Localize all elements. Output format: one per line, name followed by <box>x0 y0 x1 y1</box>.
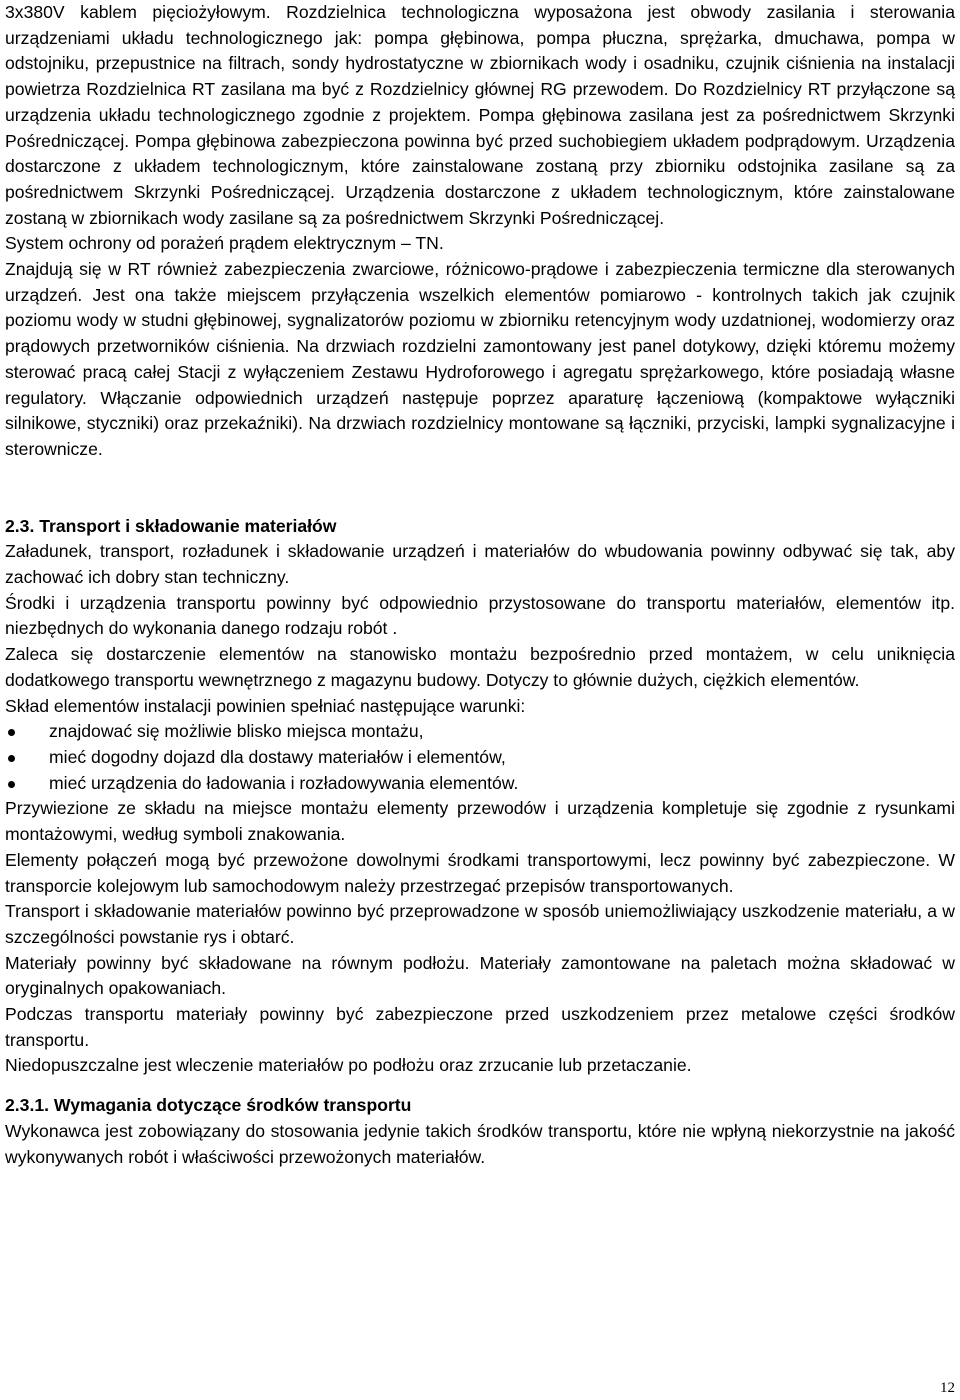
paragraph: 3x380V kablem pięciożyłowym. Rozdzielnica technologiczna wyposażona jest obwody zasilania i sterowania urządzeniami układu technologicznego jak: pompa głębinowa, pompa płuczna, sprężarka, dmuchawa, pompa w odstojniku, przepustnice na filtrach, sondy hydrostatyczne w zbiornikach wody i osadniku, czujnik ciśnienia na instalacji powietrza Rozdzielnica RT zasilana ma być z Rozdzielnicy głównej RG przewodem. Do Rozdzielnicy RT przyłączone są urządzenia układu technologicznego zgodnie z projektem. Pompa głębinowa zasilana jest za pośrednictwem Skrzynki Pośredniczącej. Pompa głębinowa zabezpieczona powinna być przed suchobiegiem układem podprądowym. Urządzenia dostarczone z układem technologicznym, które zainstalowane zostaną przy zbiorniku odstojnika zasilane są za pośrednictwem Skrzynki Pośredniczącej. Urządzenia dostarczone z układem technologicznym, które zainstalowane zostaną w zbiornikach wody zasilane są za pośrednictwem Skrzynki Pośredniczącej. <box>5 2 955 228</box>
section-heading: 2.3. Transport i składowanie materiałów <box>5 515 337 536</box>
paragraph: Transport i składowanie materiałów powinno być przeprowadzone w sposób uniemożliwiający uszkodzenie materiału, a w szczególności powstanie rys i obtarć. <box>5 901 955 947</box>
list-item-text: mieć urządzenia do ładowania i rozładowywania elementów. <box>49 772 519 793</box>
paragraph: Elementy połączeń mogą być przewożone dowolnymi środkami transportowymi, lecz powinny być zabezpieczone. W transporcie kolejowym lub samochodowym należy przestrzegać przepisów transportowanych. <box>5 849 955 896</box>
paragraph: Wykonawca jest zobowiązany do stosowania jedynie takich środków transportu, które nie wpłyną niekorzystnie na jakość wykonywanych robót i właściwości przewożonych materiałów. <box>5 1120 955 1167</box>
spacer <box>5 1079 955 1093</box>
paragraph: Zaleca się dostarczenie elementów na stanowisko montażu bezpośrednio przed montażem, w celu uniknięcia dodatkowego transportu wewnętrznego z magazynu budowy. Dotyczy to głównie dużych, ciężkich elementów. <box>5 644 955 690</box>
bullet-icon <box>8 729 15 736</box>
bullet-list <box>5 719 955 796</box>
paragraph: System ochrony od porażeń prądem elektrycznym – TN. <box>5 233 444 254</box>
paragraph: Znajdują się w RT również zabezpieczenia zwarciowe, różnicowo-prądowe i zabezpieczenia termiczne dla sterowanych urządzeń. Jest ona także miejscem przyłączenia wszelkich elementów pomiarowo - kontrolnych takich jak czujnik poziomu wody w studni głębinowej, sygnalizatorów poziomu w zbiorniku retencyjnym wody uzdatnionej, wodomierzy oraz prądowych przetworników ciśnienia. Na drzwiach rozdzielni zamontowany jest panel dotykowy, dzięki któremu możemy sterować pracą całej Stacji z wyłączeniem Zestawu Hydroforowego i agregatu sprężarkowego, które posiadają własne regulatory. Włączanie odpowiednich urządzeń następuje poprzez aparaturę łączeniową (kompaktowe wyłączniki silnikowe, styczniki) oraz przekaźniki). Na drzwiach rozdzielnicy montowane są łączniki, przyciski, lampki sygnalizacyjne i sterownicze. <box>5 259 955 459</box>
subsection-heading: 2.3.1. Wymagania dotyczące środków transportu <box>5 1095 412 1116</box>
list-item <box>5 745 955 771</box>
list-item <box>5 719 955 745</box>
list-item-text: znajdować się możliwie blisko miejsca montażu, <box>49 721 424 742</box>
list-item-text: mieć dogodny dojazd dla dostawy materiałów i elementów, <box>49 746 506 767</box>
bullet-icon <box>8 755 15 762</box>
document-body <box>5 0 955 1170</box>
paragraph: Środki i urządzenia transportu powinny być odpowiednio przystosowane do transportu materiałów, elementów itp. niezbędnych do wykonania danego rodzaju robót . <box>5 592 955 639</box>
page-number: 12 <box>940 1380 955 1396</box>
paragraph: Podczas transportu materiały powinny być zabezpieczone przed uszkodzeniem przez metalowe części środków transportu. <box>5 1004 955 1050</box>
list-item <box>5 771 955 797</box>
paragraph: Skład elementów instalacji powinien spełniać następujące warunki: <box>5 695 526 716</box>
spacer <box>5 463 955 514</box>
bullet-icon <box>8 781 15 788</box>
paragraph: Niedopuszczalne jest wleczenie materiałów po podłożu oraz zrzucanie lub przetaczanie. <box>5 1055 692 1076</box>
paragraph: Materiały powinny być składowane na równym podłożu. Materiały zamontowane na paletach można składować w oryginalnych opakowaniach. <box>5 952 955 999</box>
paragraph: Załadunek, transport, rozładunek i składowanie urządzeń i materiałów do wbudowania powinny odbywać się tak, aby zachować ich dobry stan techniczny. <box>5 541 955 588</box>
paragraph: Przywiezione ze składu na miejsce montażu elementy przewodów i urządzenia kompletuje się zgodnie z rysunkami montażowymi, według symboli znakowania. <box>5 798 955 845</box>
